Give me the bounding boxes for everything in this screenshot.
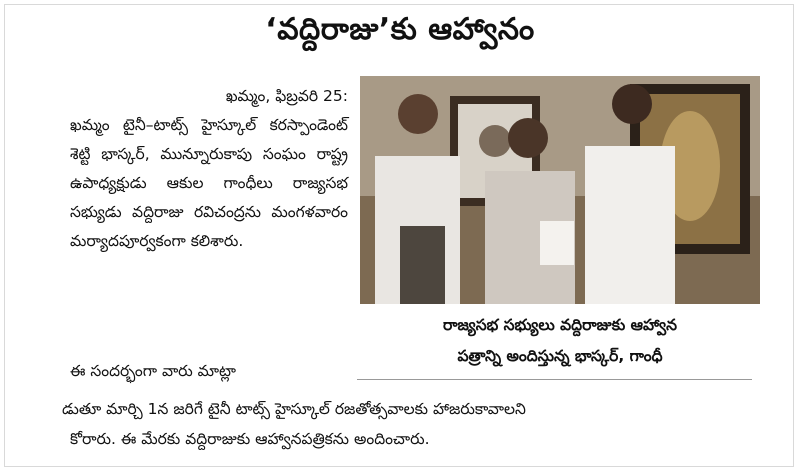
- body-line: కోరారు. ఈ మేరకు వద్దిరాజుకు ఆహ్వానపత్రికను అందించారు.: [70, 430, 430, 448]
- headline: ‘వద్దిరాజు’కు ఆహ్వానం: [265, 12, 535, 47]
- caption-line-1: రాజ్యసభ సభ్యులు వద్దిరాజుకు ఆహ్వాన: [443, 316, 677, 334]
- body-line: డుతూ మార్చి 1న జరిగే టైనీ టాట్స్ హైస్కూల్ రజతోత్సవాలకు హాజరుకావాలని: [62, 400, 526, 418]
- photo-illustration: [360, 76, 760, 304]
- article-body-column: [70, 82, 348, 256]
- news-photo: [360, 76, 760, 304]
- caption-line-2: పత్రాన్ని అందిస్తున్న భాస్కర్, గాంధీ: [457, 347, 663, 365]
- body-line: ఈ సందర్భంగా వారు మాట్లా: [70, 362, 236, 380]
- body-paragraph: ఖమ్మం టైనీ–టాట్స్ హైస్కూల్ కరస్పాండెంట్ శెట్టి భాస్కర్, మున్నూరుకాపు సంఘం రాష్ట్ర ఉపాధ్యక్షుడు ఆకుల గాంధీలు రాజ్యసభ సభ్యుడు వద్దిరాజు రవిచంద్రను మంగళవారం మర్యాదపూర్వకంగా కలిశారు.: [70, 116, 348, 250]
- article-body-bottom: [62, 356, 762, 454]
- dateline: ఖమ్మం, ఫిబ్రవరి 25:: [225, 87, 348, 105]
